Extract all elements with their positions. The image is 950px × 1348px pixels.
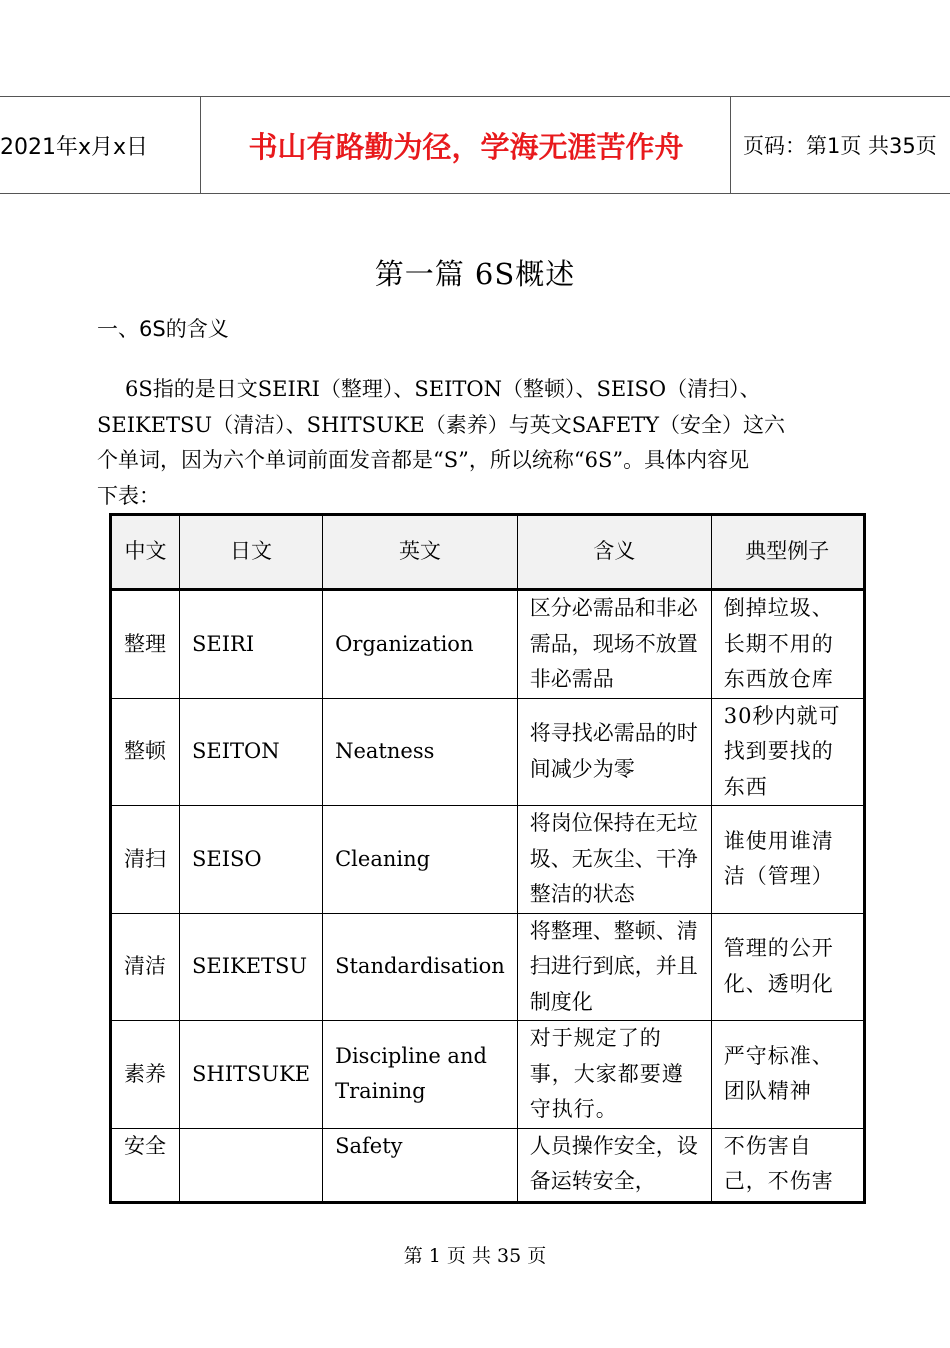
cell-english: Safety — [323, 1128, 518, 1202]
cell-english: Organization — [323, 590, 518, 699]
cell-english: Discipline and Training — [323, 1021, 518, 1129]
table-row — [111, 1128, 865, 1202]
cell-example: 30秒内就可找到要找的东西 — [711, 698, 864, 806]
table-row — [111, 806, 865, 914]
footer-page-number: 第 1 页 共 35 页 — [403, 1245, 547, 1267]
section-heading: 一、6S的含义 — [97, 317, 229, 341]
header-english: 英文 — [323, 515, 518, 590]
header-meaning: 含义 — [517, 515, 711, 590]
table-row — [111, 1021, 865, 1129]
cell-meaning: 将寻找必需品的时间减少为零 — [517, 698, 711, 806]
cell-example: 不伤害自己，不伤害 — [711, 1128, 864, 1202]
header-chinese: 中文 — [111, 515, 180, 590]
header-example: 典型例子 — [711, 515, 864, 590]
cell-chinese: 整理 — [111, 590, 180, 699]
cell-japanese: SEITON — [180, 698, 323, 806]
cell-meaning: 区分必需品和非必需品，现场不放置非必需品 — [517, 590, 711, 699]
intro-paragraph — [97, 372, 857, 514]
cell-japanese: SEISO — [180, 806, 323, 914]
cell-example: 谁使用谁清洁（管理） — [711, 806, 864, 914]
cell-example: 严守标准、团队精神 — [711, 1021, 864, 1129]
cell-chinese: 清洁 — [111, 913, 180, 1021]
cell-chinese: 清扫 — [111, 806, 180, 914]
header-japanese: 日文 — [180, 515, 323, 590]
table-header-row — [111, 515, 865, 590]
cell-japanese: SEIKETSU — [180, 913, 323, 1021]
header-band — [0, 96, 950, 194]
cell-example: 管理的公开化、透明化 — [711, 913, 864, 1021]
table-row — [111, 590, 865, 699]
cell-japanese: SEIRI — [180, 590, 323, 699]
cell-chinese: 素养 — [111, 1021, 180, 1129]
table-row — [111, 698, 865, 806]
cell-japanese: SHITSUKE — [180, 1021, 323, 1129]
header-page-number: 页码：第1页 共35页 — [730, 97, 950, 193]
cell-english: Neatness — [323, 698, 518, 806]
paragraph-line: 个单词，因为六个单词前面发音都是“S”，所以统称“6S”。具体内容见 — [97, 448, 750, 472]
cell-english: Cleaning — [323, 806, 518, 914]
cell-meaning: 将岗位保持在无垃圾、无灰尘、干净整洁的状态 — [517, 806, 711, 914]
cell-meaning: 对于规定了的事，大家都要遵守执行。 — [517, 1021, 711, 1129]
paragraph-line: 下表： — [97, 483, 160, 508]
cell-meaning: 人员操作安全，设备运转安全， — [517, 1128, 711, 1202]
paragraph-line: 6S指的是日文SEIRI（整理）、SEITON（整顿）、SEISO（清扫）、 — [125, 377, 761, 401]
cell-chinese: 安全 — [111, 1128, 180, 1202]
cell-japanese — [180, 1128, 323, 1202]
header-motto: 书山有路勤为径，学海无涯苦作舟 — [200, 97, 731, 193]
document-title: 第一篇 6S概述 — [374, 257, 576, 291]
cell-chinese: 整顿 — [111, 698, 180, 806]
cell-english: Standardisation — [323, 913, 518, 1021]
6s-table — [109, 513, 866, 1204]
cell-meaning: 将整理、整顿、清扫进行到底，并且制度化 — [517, 913, 711, 1021]
paragraph-line: SEIKETSU（清洁）、SHITSUKE（素养）与英文SAFETY（安全）这六 — [97, 412, 786, 437]
table-row — [111, 913, 865, 1021]
header-date: 2021年x月x日 — [0, 134, 149, 160]
cell-example: 倒掉垃圾、长期不用的东西放仓库 — [711, 590, 864, 699]
